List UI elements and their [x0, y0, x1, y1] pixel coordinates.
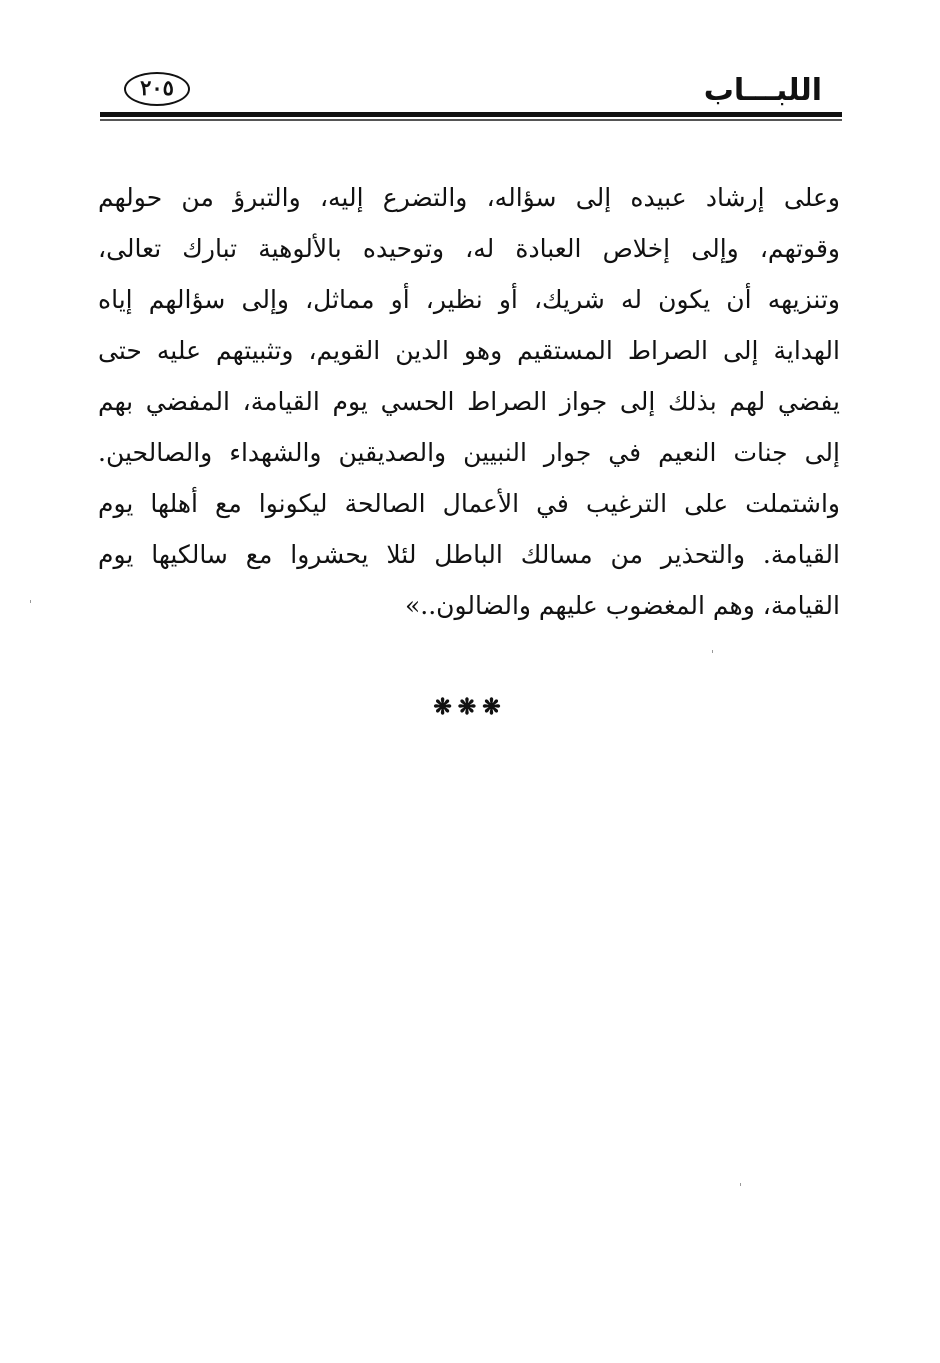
text-line: إلى جنات النعيم في جوار النبيين والصديقين والشهداء والصالحين. [98, 438, 840, 467]
book-title: اللبـــاب [703, 73, 822, 108]
text-line: الهداية إلى الصراط المستقيم وهو الدين القويم، وتثبيتهم عليه حتى [98, 336, 840, 365]
text-line: وقوتهم، وإلى إخلاص العبادة له، وتوحيده بالألوهية تبارك تعالى، [98, 234, 840, 263]
page-header [100, 60, 842, 120]
header-rule-thick [100, 112, 842, 117]
page-number: ٢٠٥ [124, 72, 190, 106]
text-line: القيامة، وهم المغضوب عليهم والضالون..» [404, 591, 840, 620]
scan-speck [740, 1183, 741, 1186]
header-rule-thin [100, 119, 842, 121]
text-line: واشتملت على الترغيب في الأعمال الصالحة ليكونوا مع أهلها يوم [98, 489, 840, 518]
section-separator: ❋❋❋ [433, 694, 507, 720]
text-line: يفضي لهم بذلك إلى جواز الصراط الحسي يوم القيامة، المفضي بهم [98, 387, 840, 416]
text-line: القيامة. والتحذير من مسالك الباطل لئلا يحشروا مع سالكيها يوم [98, 540, 840, 569]
text-line: وتنزيهه أن يكون له شريك، أو نظير، أو مماثل، وإلى سؤالهم إياه [98, 285, 840, 314]
scan-speck [30, 600, 31, 603]
text-line: وعلى إرشاد عبيده إلى سؤاله، والتضرع إليه، والتبرؤ من حولهم [98, 183, 840, 212]
body-paragraph [98, 172, 840, 631]
scan-speck [712, 650, 713, 653]
